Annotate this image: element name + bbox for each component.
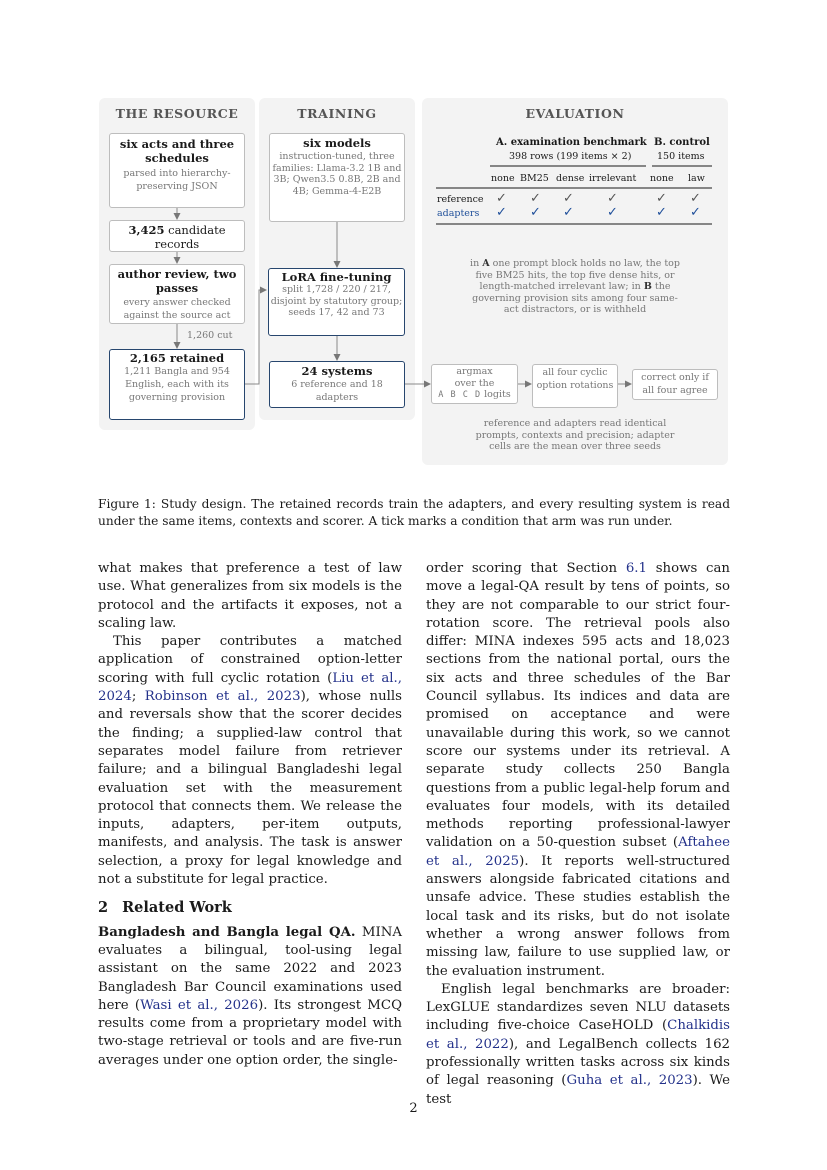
check-mark: ✓ (690, 191, 701, 206)
figure-caption: Figure 1: Study design. The retained records train the adapters, and every resulting system is read under the same items, contexts and scorer. A tick marks a condition that arm was run under. (98, 497, 730, 528)
eval-agree-text: correct only if all four agree (641, 372, 709, 396)
eval-col-header: law (688, 173, 705, 184)
eval-argmax-letters: A B C D (438, 390, 482, 400)
section-heading (98, 899, 402, 917)
check-mark: ✓ (530, 205, 541, 220)
resource-acts-sub: parsed into hierarchy-preserving JSON (123, 168, 231, 192)
paragraph: what makes that preference a test of law use. What generalizes from six models is the protocol and the artifacts it exposes, not a scaling law. (98, 561, 402, 631)
citation-link[interactable]: Robinson et al., 2023 (144, 689, 301, 705)
eval-note-b: B (643, 281, 652, 292)
training-models-box (269, 133, 405, 222)
eval-col-header: none (650, 173, 674, 184)
paragraph-text: ), whose nulls and reversals show that the scorer decides the finding; a supplied-law control that separates model failure from retriever failure; and a bilingual Bangladeshi legal evaluation set with the measurement protocol that connects them. We release the inputs, adapters, per-item outputs, manifests, and analysis. The task is answer selection, a proxy for legal knowledge and not a substitute for legal practice. (98, 689, 402, 888)
training-models-title: six models (303, 136, 371, 150)
citation-link[interactable]: Liu et al., 2024 (98, 670, 402, 705)
eval-col-header: irrelevant (589, 173, 637, 184)
paragraph (98, 924, 402, 1070)
eval-argmax-box (431, 364, 518, 404)
eval-rotations-text: all four cyclic option rotations (536, 367, 614, 391)
eval-agree-box (632, 369, 718, 400)
eval-group-b-sub: 150 items (657, 151, 705, 162)
resource-retained-box (109, 349, 245, 420)
resource-candidates-rest: candidate records (154, 223, 226, 251)
citation-link[interactable]: Aftahee et al., 2025 (426, 835, 730, 869)
paragraph-text: shows can move a legal-QA result by tens of points, so they are not comparable to our strict four-rotation score. The retrieval pools also differ: MINA indexes 595 acts and 18,023 sections from the national portal, ours the six acts and three schedules of the Bar Council syllabus. Its indices and data are promised on acceptance and were unavailable during this work, so we cannot score our systems under its retrieval. A separate study collects 250 Bangla questions from a public legal-help forum and evaluates four models, with its detailed methods reporting professional-lawyer validation on a 50-question subset ( (426, 561, 730, 851)
eval-footnote: reference and adapters read identical prompts, contexts and precision; adapter cells are the mean over three seeds (475, 418, 675, 452)
section-ref-link[interactable]: 6.1 (625, 561, 647, 576)
check-mark: ✓ (496, 205, 507, 220)
paragraph-text: English legal benchmarks are broader: LexGLUE standardizes seven NLU datasets including five-choice CaseHOLD ( (426, 981, 730, 1034)
eval-note-text: the governing provision sits among four same-act distractors, or is withheld (472, 281, 678, 315)
eval-argmax-suffix: logits (481, 389, 511, 400)
training-systems-sub: 6 reference and 18 adapters (291, 379, 383, 403)
paragraph-text: ; (131, 689, 145, 705)
evaluation-panel-title: EVALUATION (525, 106, 625, 121)
eval-group-a-sub: 398 rows (199 items × 2) (509, 151, 632, 162)
eval-note-a: A (482, 258, 490, 269)
resource-review-box (109, 264, 245, 324)
resource-retained-title: 2,165 retained (129, 351, 225, 365)
training-lora-sub: split 1,728 / 220 / 217, disjoint by statutory group; seeds 17, 42 and 73 (270, 284, 403, 318)
eval-col-header: dense (556, 173, 585, 184)
paragraph-text: ). Its strongest MCQ results come from a proprietary model with two-stage retrieval or tools and are five-run averages under one option order, the single- (98, 997, 402, 1068)
check-mark: ✓ (563, 191, 574, 206)
eval-note-text: one prompt block holds no law, the top five BM25 hits, the top five dense hits, or length-matched irrelevant law; in (475, 258, 680, 292)
eval-row-label-adapters: adapters (437, 208, 480, 219)
check-mark: ✓ (607, 205, 618, 220)
resource-review-sub: every answer checked against the source act (123, 297, 231, 321)
training-lora-box (268, 268, 405, 336)
check-mark: ✓ (607, 191, 618, 206)
right-column (426, 560, 730, 1109)
resource-candidates-count: 3,425 (128, 223, 165, 237)
paragraph (98, 633, 402, 889)
training-models-sub: instruction-tuned, three families: Llama-3.2 1B and 3B; Qwen3.5 0.8B, 2B and 4B; Gemma-4-E2B (272, 151, 402, 197)
paragraph-text: This paper contributes a matched application of constrained option-letter scoring with full cyclic rotation ( (98, 634, 402, 686)
training-panel-title: TRAINING (297, 106, 377, 121)
citation-link[interactable]: Chalkidis et al., 2022 (426, 1018, 730, 1052)
runin-heading: Bangladesh and Bangla legal QA. (98, 924, 356, 940)
left-column (98, 560, 402, 1070)
resource-cut-label: 1,260 cut (187, 330, 233, 341)
eval-argmax-text: argmax over the (454, 366, 495, 389)
check-mark: ✓ (656, 191, 667, 206)
paragraph-text: MINA evaluates a bilingual, tool-using legal assistant on the same 2022 and 2023 Bangladesh Bar Council examinations used here ( (98, 924, 402, 1013)
eval-note (470, 258, 680, 316)
page-number: 2 (409, 1101, 418, 1116)
resource-panel-title: THE RESOURCE (115, 106, 239, 121)
eval-group-b-label: B. control (654, 137, 710, 148)
eval-argmax-logits (432, 389, 517, 402)
resource-acts-title: six acts and three schedules (119, 137, 235, 165)
resource-retained-sub: 1,211 Bangla and 954 English, each with its governing provision (124, 366, 230, 403)
citation-link[interactable]: Guha et al., 2023 (566, 1073, 693, 1089)
check-mark: ✓ (690, 205, 701, 220)
paragraph-text: order scoring that Section (426, 561, 626, 576)
eval-note-text: in (470, 258, 483, 269)
resource-candidates-text (110, 223, 244, 251)
section-title: Related Work (122, 899, 232, 917)
training-lora-title: LoRA fine-tuning (281, 270, 392, 284)
training-systems-title: 24 systems (301, 364, 373, 378)
paragraph-text: ), and LegalBench collects 162 professionally written tasks across six kinds of legal reasoning ( (426, 1036, 730, 1089)
eval-group-a-label: A. examination benchmark (496, 137, 647, 148)
paragraph-text: ). We test (426, 1073, 731, 1107)
eval-row-label-reference: reference (437, 194, 484, 205)
training-systems-box (269, 361, 405, 408)
eval-rotations-box (532, 364, 618, 408)
check-mark: ✓ (656, 205, 667, 220)
resource-review-title: author review, two passes (117, 267, 237, 295)
resource-acts-box (109, 133, 245, 208)
paragraph (426, 560, 730, 981)
check-mark: ✓ (563, 205, 574, 220)
eval-col-header: none (491, 173, 515, 184)
check-mark: ✓ (530, 191, 541, 206)
check-mark: ✓ (496, 191, 507, 206)
paragraph (426, 981, 730, 1109)
resource-candidates-box (109, 220, 245, 252)
section-number: 2 (98, 899, 109, 917)
citation-link[interactable]: Wasi et al., 2026 (140, 997, 259, 1013)
paragraph-text: ). It reports well-structured answers alongside fabricated citations and unsafe advice. These studies establish the local task and its risks, but do not isolate whether a wrong answer follows from missing law, failure to use supplied law, or the evaluation instrument. (426, 853, 731, 979)
eval-col-header: BM25 (520, 173, 549, 184)
